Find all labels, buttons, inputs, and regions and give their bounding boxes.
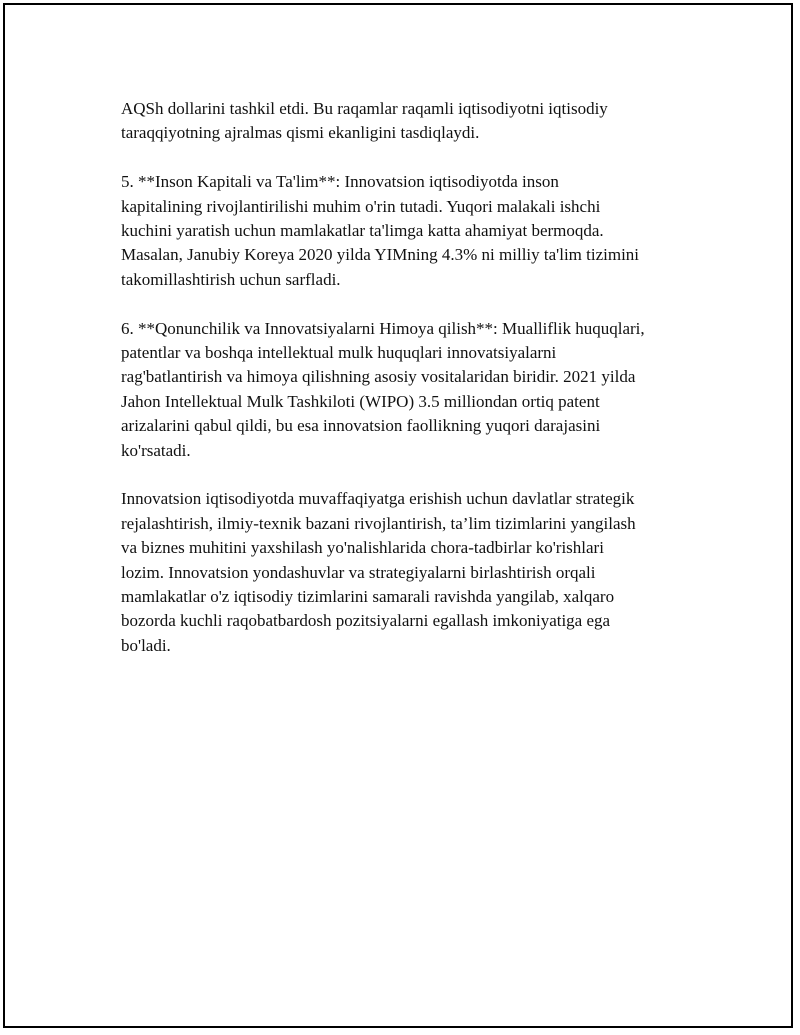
text-line: takomillashtirish uchun sarfladi. [121,269,341,289]
paragraph-conclusion [121,487,701,658]
paragraph-legislation-ip [121,317,701,463]
text-line: lozim. Innovatsion yondashuvlar va strategiyalarni birlashtirish orqali [121,562,596,582]
paragraph-digital-economy-continuation [121,97,701,146]
text-line: taraqqiyotning ajralmas qismi ekanligini tasdiqlaydi. [121,123,480,143]
text-line: kapitalining rivojlantirilishi muhim o'rin tutadi. Yuqori malakali ishchi [121,196,601,216]
paragraph-human-capital [121,170,701,292]
text-line: Innovatsion iqtisodiyotda muvaffaqiyatga erishish uchun davlatlar strategik [121,489,635,509]
text-line: arizalarini qabul qildi, bu esa innovatsion faollikning yuqori darajasini [121,416,601,436]
text-line: 6. **Qonunchilik va Innovatsiyalarni Himoya qilish**: Mualliflik huquqlari, [121,318,645,338]
text-line: va biznes muhitini yaxshilash yo'nalishlarida chora-tadbirlar ko'rishlari [121,538,604,558]
text-line: ko'rsatadi. [121,440,191,460]
text-line: patentlar va boshqa intellektual mulk huquqlari innovatsiyalarni [121,343,557,363]
text-line: rejalashtirish, ilmiy-texnik bazani rivojlantirish, ta’lim tizimlarini yangilash [121,513,636,533]
text-line: Masalan, Janubiy Koreya 2020 yilda YIMning 4.3% ni milliy ta'lim tizimini [121,245,640,265]
text-line: AQSh dollarini tashkil etdi. Bu raqamlar raqamli iqtisodiyotni iqtisodiy [121,99,608,118]
document-body [121,97,701,683]
text-line: bozorda kuchli raqobatbardosh pozitsiyalarni egallash imkoniyatiga ega [121,611,611,631]
text-line: 5. **Inson Kapitali va Ta'lim**: Innovatsion iqtisodiyotda inson [121,172,559,192]
text-line: mamlakatlar o'z iqtisodiy tizimlarini samarali ravishda yangilab, xalqaro [121,587,615,607]
text-line: rag'batlantirish va himoya qilishning asosiy vositalaridan biridir. 2021 yilda [121,367,636,387]
text-line: kuchini yaratish uchun mamlakatlar ta'limga katta ahamiyat bermoqda. [121,221,604,241]
document-page [3,3,793,1028]
text-line: bo'ladi. [121,635,171,655]
text-line: Jahon Intellektual Mulk Tashkiloti (WIPO) 3.5 milliondan ortiq patent [121,391,600,411]
